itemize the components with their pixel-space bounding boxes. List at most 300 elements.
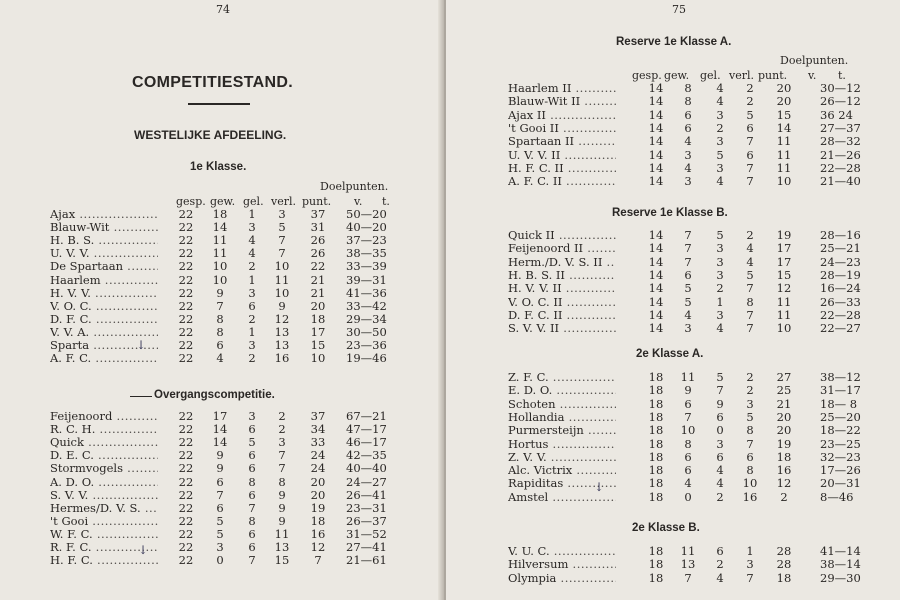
gew-value: 7 — [216, 298, 224, 313]
team-name: Hortus ..... — [508, 438, 616, 451]
table-row — [508, 438, 900, 451]
gew-value: 9 — [216, 448, 224, 463]
verl-value: 3 — [746, 557, 754, 572]
team-name: H. V. V. II ..... — [508, 282, 616, 295]
verl-value: 2 — [746, 94, 754, 109]
team-name: Sparta ..... — [50, 339, 158, 352]
gel-value: 8 — [248, 513, 256, 528]
gew-value: 9 — [216, 461, 224, 476]
doelpunten-value: 38—12 — [820, 370, 861, 384]
doelpunten-value: 39—31 — [346, 272, 387, 287]
punt-value: 17 — [776, 254, 792, 269]
team-name: H. B. S. ..... — [50, 234, 158, 247]
col-punt: punt. — [302, 195, 332, 208]
gel-value: 3 — [248, 338, 256, 352]
team-name: Alc. Victrix ..... — [508, 464, 616, 477]
punt-value: 20 — [310, 487, 326, 502]
table-row — [50, 247, 450, 260]
reserve-b-heading: Reserve 1e Klasse B. — [612, 207, 728, 219]
table-row — [508, 162, 900, 175]
gew-value: 10 — [212, 272, 228, 287]
gesp-value: 14 — [648, 254, 664, 269]
gel-value: 2 — [248, 259, 256, 274]
gew-value: 8 — [216, 324, 224, 339]
gesp-value: 14 — [648, 120, 664, 135]
gew-value: 6 — [216, 338, 224, 352]
punt-value: 20 — [776, 81, 792, 95]
table-row — [50, 449, 450, 462]
team-name: Olympia ..... — [508, 572, 616, 585]
gew-value: 14 — [212, 422, 228, 437]
table-row — [50, 410, 450, 423]
gesp-value: 22 — [178, 272, 194, 287]
table-row — [50, 476, 450, 489]
gel-value: 0 — [716, 423, 724, 438]
punt-value: 21 — [310, 272, 326, 287]
table-row — [508, 296, 900, 309]
gesp-value: 22 — [178, 351, 194, 366]
doelpunten-value: 33—42 — [346, 298, 387, 313]
team-name: Rapiditas ..... — [508, 477, 616, 490]
pencil-tick-mark: ↓ — [136, 338, 147, 352]
gew-value: 5 — [684, 281, 692, 296]
verl-value: 11 — [274, 272, 290, 287]
gel-value: 4 — [716, 81, 724, 95]
gel-value: 2 — [248, 311, 256, 326]
gesp-value: 14 — [648, 134, 664, 149]
gel-value: 6 — [248, 448, 256, 463]
punt-value: 11 — [776, 160, 792, 175]
gew-value: 9 — [684, 383, 692, 398]
gesp-value: 22 — [178, 435, 194, 450]
verl-value: 3 — [278, 207, 286, 221]
punt-value: 37 — [310, 207, 326, 221]
gesp-value: 18 — [648, 423, 664, 438]
table-row — [508, 384, 900, 397]
gew-value: 4 — [216, 351, 224, 366]
gel-value: 3 — [248, 220, 256, 235]
gesp-value: 14 — [648, 267, 664, 282]
table-row — [50, 234, 450, 247]
gel-value: 4 — [716, 174, 724, 189]
doelpunten-value: 50—20 — [346, 207, 387, 221]
doelpunten-value: 27—41 — [346, 540, 387, 554]
punt-value: 18 — [310, 513, 326, 528]
gel-value: 2 — [716, 489, 724, 504]
team-name: Hollandia ..... — [508, 411, 616, 424]
punt-value: 17 — [776, 241, 792, 256]
verl-value: 15 — [274, 553, 290, 568]
pencil-tick-mark: ↓ — [138, 543, 149, 557]
team-name: Blauw-Wit II ..... — [508, 95, 616, 108]
punt-value: 11 — [776, 307, 792, 322]
gel-value: 2 — [248, 351, 256, 366]
gel-value: 8 — [248, 474, 256, 489]
team-name: A. D. O. ..... — [50, 476, 158, 489]
doelpunten-value: 29—30 — [820, 570, 861, 585]
table-row — [508, 491, 900, 504]
gew-value: 11 — [212, 246, 228, 261]
overgang-dash — [130, 396, 152, 397]
gew-value: 3 — [684, 147, 692, 162]
gew-value: 6 — [684, 396, 692, 411]
punt-value: 21 — [310, 285, 326, 300]
col-v: v. — [808, 69, 817, 82]
gesp-value: 22 — [178, 324, 194, 339]
col-gel: gel. — [243, 195, 264, 208]
col-gesp: gesp. — [632, 69, 662, 82]
doelpunten-value: 26—12 — [820, 94, 861, 109]
doelpunten-value: 26—41 — [346, 487, 387, 502]
verl-value: 12 — [274, 311, 290, 326]
punt-value: 20 — [310, 298, 326, 313]
verl-value: 2 — [746, 383, 754, 398]
gew-value: 3 — [684, 321, 692, 336]
table-row — [50, 462, 450, 475]
punt-value: 12 — [776, 281, 792, 296]
punt-value: 18 — [776, 449, 792, 464]
punt-value: 2 — [780, 489, 788, 504]
gesp-value: 14 — [648, 228, 664, 242]
table-row — [508, 477, 900, 490]
punt-value: 34 — [310, 422, 326, 437]
table-row — [50, 423, 450, 436]
doelpunten-value: 24—27 — [346, 474, 387, 489]
gew-value: 11 — [680, 544, 696, 558]
gesp-value: 22 — [178, 311, 194, 326]
team-name: Ajax ..... — [50, 208, 158, 221]
team-name: Feijenoord II ..... — [508, 242, 616, 255]
punt-value: 10 — [310, 351, 326, 366]
punt-value: 10 — [776, 174, 792, 189]
doelpunten-value: 42—35 — [346, 448, 387, 463]
gesp-value: 18 — [648, 476, 664, 491]
gew-value: 4 — [684, 134, 692, 149]
klasse1-heading: 1e Klasse. — [190, 161, 247, 173]
gew-value: 4 — [684, 476, 692, 491]
gew-value: 7 — [684, 254, 692, 269]
table-row — [508, 424, 900, 437]
team-name: De Spartaan ..... — [50, 260, 158, 273]
gesp-value: 22 — [178, 246, 194, 261]
doelpunten-value: 23—25 — [820, 436, 861, 451]
team-name: D. E. C. ..... — [50, 449, 158, 462]
team-name: V. O. C. II ..... — [508, 296, 616, 309]
verl-value: 9 — [278, 487, 286, 502]
verl-value: 16 — [742, 489, 758, 504]
punt-value: 11 — [776, 147, 792, 162]
gel-value: 6 — [248, 461, 256, 476]
punt-value: 11 — [776, 294, 792, 309]
gesp-value: 14 — [648, 294, 664, 309]
team-name: V. V. A. ..... — [50, 326, 158, 339]
punt-value: 16 — [776, 463, 792, 478]
gel-value: 3 — [248, 285, 256, 300]
gel-value: 3 — [716, 134, 724, 149]
gel-value: 5 — [716, 370, 724, 384]
table-row — [508, 122, 900, 135]
doelpunten-value: 25—20 — [820, 409, 861, 424]
page-title: COMPETITIESTAND. — [132, 74, 293, 91]
gesp-value: 18 — [648, 409, 664, 424]
gew-value: 0 — [216, 553, 224, 568]
gel-value: 3 — [716, 436, 724, 451]
verl-value: 8 — [746, 463, 754, 478]
doelpunten-value: 16—24 — [820, 281, 861, 296]
verl-value: 7 — [278, 233, 286, 248]
verl-value: 5 — [278, 220, 286, 235]
doelpunten-value: 19—46 — [346, 351, 387, 366]
verl-value: 11 — [274, 526, 290, 541]
gel-value: 3 — [716, 307, 724, 322]
verl-value: 5 — [746, 267, 754, 282]
gel-value: 3 — [716, 267, 724, 282]
gew-value: 5 — [684, 294, 692, 309]
gel-value: 1 — [248, 272, 256, 287]
verl-value: 9 — [278, 513, 286, 528]
gesp-value: 14 — [648, 160, 664, 175]
doelpunten-value: 26—37 — [346, 513, 387, 528]
gew-value: 8 — [216, 311, 224, 326]
table-row — [50, 221, 450, 234]
doelpunten-value: 40—40 — [346, 461, 387, 476]
verl-value: 8 — [746, 294, 754, 309]
team-name: Quick ..... — [50, 436, 158, 449]
verl-value: 7 — [746, 174, 754, 189]
verl-value: 4 — [746, 254, 754, 269]
gesp-value: 22 — [178, 285, 194, 300]
gesp-value: 22 — [178, 448, 194, 463]
table-row — [50, 436, 450, 449]
verl-value: 7 — [746, 436, 754, 451]
gel-value: 1 — [248, 207, 256, 221]
reserve-a-heading: Reserve 1e Klasse A. — [616, 36, 732, 48]
verl-value: 16 — [274, 351, 290, 366]
verl-value: 2 — [746, 81, 754, 95]
doelpunten-value: 18— 8 — [820, 396, 858, 411]
team-name: V. U. C. ..... — [508, 545, 616, 558]
punt-value: 20 — [776, 94, 792, 109]
doelpunten-value: 28—19 — [820, 267, 861, 282]
doelpunten-value: 32—23 — [820, 449, 861, 464]
punt-value: 12 — [310, 540, 326, 554]
table-row — [508, 282, 900, 295]
doelpunten-value: 21—61 — [346, 553, 387, 568]
team-name: V. O. C. ..... — [50, 300, 158, 313]
gew-value: 4 — [684, 160, 692, 175]
gel-value: 7 — [248, 553, 256, 568]
gesp-value: 18 — [648, 383, 664, 398]
right-page — [446, 0, 900, 600]
gesp-value: 22 — [178, 338, 194, 352]
doelpunten-value: 31—17 — [820, 383, 861, 398]
verl-value: 3 — [278, 435, 286, 450]
table-row — [508, 572, 900, 585]
team-name: A. F. C. II ..... — [508, 175, 616, 188]
punt-value: 10 — [776, 321, 792, 336]
gew-value: 0 — [684, 489, 692, 504]
punt-value: 24 — [310, 461, 326, 476]
table-row — [508, 149, 900, 162]
punt-value: 14 — [776, 120, 792, 135]
gesp-value: 22 — [178, 233, 194, 248]
table-row — [50, 339, 450, 352]
gel-value: 5 — [248, 435, 256, 450]
gesp-value: 18 — [648, 396, 664, 411]
gesp-value: 14 — [648, 147, 664, 162]
verl-value: 7 — [278, 246, 286, 261]
team-name: Hilversum ..... — [508, 558, 616, 571]
team-name: Ajax II ..... — [508, 109, 616, 122]
verl-value: 2 — [746, 228, 754, 242]
verl-value: 13 — [274, 338, 290, 352]
verl-value: 7 — [278, 461, 286, 476]
verl-value: 7 — [278, 448, 286, 463]
gesp-value: 18 — [648, 463, 664, 478]
gesp-value: 14 — [648, 321, 664, 336]
doelpunten-value: 24—23 — [820, 254, 861, 269]
gew-value: 5 — [216, 526, 224, 541]
gel-value: 3 — [716, 160, 724, 175]
team-name: A. F. C. ..... — [50, 352, 158, 365]
punt-value: 18 — [776, 570, 792, 585]
gel-value: 2 — [716, 281, 724, 296]
gew-value: 8 — [684, 94, 692, 109]
verl-value: 10 — [274, 259, 290, 274]
table-row — [508, 95, 900, 108]
table-row — [508, 229, 900, 242]
verl-value: 7 — [746, 134, 754, 149]
gew-value: 13 — [680, 557, 696, 572]
gel-value: 3 — [716, 254, 724, 269]
doelpunten-value: 17—26 — [820, 463, 861, 478]
punt-value: 18 — [310, 311, 326, 326]
gesp-value: 18 — [648, 449, 664, 464]
col-gew: gew. — [210, 195, 236, 208]
team-name: D. F. C. II ..... — [508, 309, 616, 322]
doelpunten-value: 22—27 — [820, 321, 861, 336]
punt-value: 11 — [776, 134, 792, 149]
gesp-value: 22 — [178, 461, 194, 476]
team-name: R. F. C. ..... — [50, 541, 158, 554]
title-rule — [188, 103, 250, 105]
punt-value: 31 — [310, 220, 326, 235]
gew-value: 8 — [684, 436, 692, 451]
gew-value: 8 — [684, 81, 692, 95]
table-row — [50, 274, 450, 287]
gesp-value: 14 — [648, 174, 664, 189]
table-row — [50, 541, 450, 554]
verl-value: 6 — [746, 449, 754, 464]
doelpunten-value: 41—36 — [346, 285, 387, 300]
gesp-value: 14 — [648, 281, 664, 296]
verl-value: 6 — [746, 147, 754, 162]
gel-value: 4 — [716, 463, 724, 478]
table-row — [50, 528, 450, 541]
gel-value: 6 — [716, 449, 724, 464]
table-row — [508, 242, 900, 255]
punt-value: 26 — [310, 246, 326, 261]
gel-value: 2 — [716, 120, 724, 135]
gel-value: 6 — [248, 487, 256, 502]
gel-value: 1 — [716, 294, 724, 309]
punt-value: 33 — [310, 435, 326, 450]
punt-value: 20 — [776, 423, 792, 438]
verl-value: 10 — [742, 476, 758, 491]
verl-value: 10 — [274, 285, 290, 300]
team-name: U. V. V. ..... — [50, 247, 158, 260]
gesp-value: 22 — [178, 474, 194, 489]
table-row — [50, 554, 450, 567]
table-row — [508, 175, 900, 188]
verl-value: 8 — [278, 474, 286, 489]
verl-value: 7 — [746, 160, 754, 175]
gew-value: 4 — [684, 307, 692, 322]
gesp-value: 22 — [178, 409, 194, 423]
team-name: E. D. O. ..... — [508, 384, 616, 397]
doelpunten-value: 20—31 — [820, 476, 861, 491]
gel-value: 6 — [716, 409, 724, 424]
punt-value: 26 — [310, 233, 326, 248]
gew-value: 6 — [684, 463, 692, 478]
gew-value: 6 — [684, 449, 692, 464]
table-row — [508, 322, 900, 335]
table-row — [508, 109, 900, 122]
table-row — [50, 300, 450, 313]
punt-value: 20 — [310, 474, 326, 489]
punt-value: 37 — [310, 409, 326, 423]
gesp-value: 22 — [178, 422, 194, 437]
verl-value: 3 — [746, 396, 754, 411]
team-name: Schoten ..... — [508, 398, 616, 411]
gesp-value: 22 — [178, 259, 194, 274]
gel-value: 9 — [716, 396, 724, 411]
gew-value: 7 — [684, 241, 692, 256]
team-name: R. C. H. ..... — [50, 423, 158, 436]
gew-value: 5 — [216, 513, 224, 528]
gesp-value: 22 — [178, 540, 194, 554]
gew-value: 14 — [212, 220, 228, 235]
gesp-value: 22 — [178, 513, 194, 528]
klasse2a-heading: 2e Klasse A. — [636, 348, 704, 360]
col-verl: verl. — [271, 195, 296, 208]
table-row — [508, 135, 900, 148]
gesp-value: 22 — [178, 298, 194, 313]
team-name: Blauw-Wit ..... — [50, 221, 158, 234]
gesp-value: 14 — [648, 307, 664, 322]
table-row — [50, 352, 450, 365]
punt-value: 28 — [776, 544, 792, 558]
verl-value: 2 — [278, 422, 286, 437]
gel-value: 6 — [248, 422, 256, 437]
doelpunten-value: 38—14 — [820, 557, 861, 572]
team-name: Hermes/D. V. S. ..... — [50, 502, 158, 515]
doelpunten-value: 36 24 — [820, 107, 853, 122]
team-name: Herm./D. V. S. II ..... — [508, 256, 616, 269]
table-row — [50, 515, 450, 528]
table-row — [508, 256, 900, 269]
team-name: D. F. C. ..... — [50, 313, 158, 326]
gesp-value: 14 — [648, 241, 664, 256]
page-number-right: 75 — [672, 3, 686, 16]
gel-value: 3 — [716, 241, 724, 256]
col-t: t. — [838, 69, 846, 82]
col-t: t. — [382, 195, 390, 208]
doelpunten-label-right: Doelpunten. — [780, 54, 849, 67]
gesp-value: 14 — [648, 107, 664, 122]
verl-value: 1 — [746, 544, 754, 558]
gesp-value: 22 — [178, 553, 194, 568]
